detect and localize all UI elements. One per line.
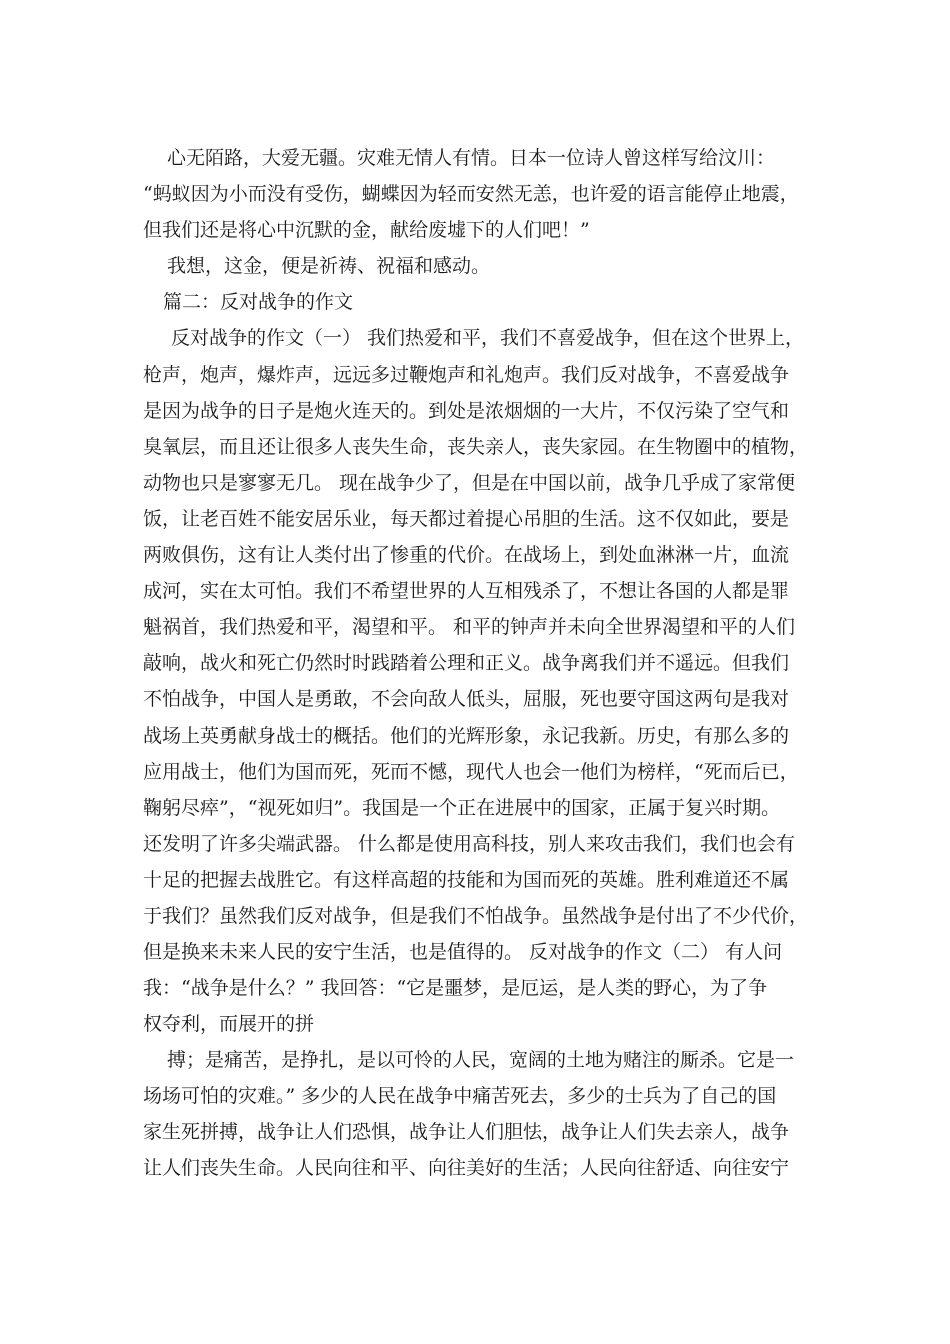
text-line: 我：“战争是什么？” 我回答：“它是噩梦，是厄运，是人类的野心，为了争 — [143, 977, 768, 1000]
text-block-bottom — [143, 1042, 805, 1186]
text-line: 是因为战争的日子是炮火连天的。到处是浓烟烟的一大片，不仅污染了空气和 — [143, 399, 790, 422]
text-line: 敲响，战火和死亡仍然时时践踏着公理和正义。战争离我们并不遥远。但我们 — [143, 652, 790, 675]
text-line: 权夺利，而展开的拼 — [143, 1013, 315, 1036]
text-line: 我想，这金，便是祈祷、祝福和感动。 — [167, 255, 491, 278]
text-line: 臭氧层，而且还让很多人丧失生命，丧失亲人，丧失家园。在生物圈中的植物， — [143, 435, 809, 458]
text-line: 战场上英勇献身战士的概括。他们的光辉形象，永记我新。历史，有那么多的 — [143, 724, 790, 747]
text-line: 家生死拼搏，战争让人们恐惧，战争让人们胆怯，战争让人们失去亲人，战争 — [143, 1121, 790, 1144]
text-line: 场场可怕的灾难。” 多少的人民在战争中痛苦死去，多少的士兵为了自己的国 — [143, 1085, 777, 1108]
text-line: 动物也只是寥寥无几。 现在战争少了，但是在中国以前，战争几乎成了家常便 — [143, 471, 796, 494]
text-line: 两败俱伤，这有让人类付出了惨重的代价。在战场上，到处血淋淋一片，血流 — [143, 544, 790, 567]
text-block-top — [143, 140, 809, 1042]
text-line: 搏；是痛苦，是挣扎，是以可怜的人民，宽阔的土地为赌注的厮杀。它是一 — [167, 1049, 795, 1071]
text-line: 不怕战争，中国人是勇敢，不会向敌人低头，屈服，死也要守国这两句是我对 — [143, 688, 790, 711]
text-line: 于我们？虽然我们反对战争，但是我们不怕战争。虽然战争是付出了不少代价， — [143, 904, 809, 927]
text-line: 魁祸首，我们热爱和平，渴望和平。 和平的钟声并未向全世界渴望和平的人们 — [143, 616, 796, 639]
text-line: 但是换来未来人民的安宁生活，也是值得的。 反对战争的作文（二） 有人问 — [143, 941, 783, 964]
text-line: 应用战士，他们为国而死，死而不憾，现代人也会一他们为榜样，“死而后已， — [143, 760, 799, 783]
text-line: 反对战争的作文（一） 我们热爱和平，我们不喜爱战争，但在这个世界上， — [171, 327, 805, 350]
text-line: 但我们还是将心中沉默的金，献给废墟下的人们吧！” — [143, 219, 590, 242]
text-line: 鞠躬尽瘁”，“视死如归”。我国是一个正在进展中的国家，正属于复兴时期。 — [143, 796, 781, 819]
text-line: 还发明了许多尖端武器。 什么都是使用高科技，别人来攻击我们，我们也会有 — [143, 832, 796, 855]
text-line: 成河，实在太可怕。我们不希望世界的人互相残杀了，不想让各国的人都是罪 — [143, 580, 790, 603]
text-line: 枪声，炮声，爆炸声，远远多过鞭炮声和礼炮声。我们反对战争，不喜爱战争 — [143, 363, 790, 386]
text-line: 心无陌路，大爱无疆。灾难无情人有情。日本一位诗人曾这样写给汶川： — [167, 147, 776, 169]
text-line: 十足的把握去战胜它。有这样高超的技能和为国而死的英雄。胜利难道还不属 — [143, 868, 790, 891]
text-line: 让人们丧失生命。人民向往和平、向往美好的生活；人民向往舒适、向往安宁 — [143, 1157, 790, 1180]
text-line: 饭，让老百姓不能安居乐业，每天都过着提心吊胆的生活。这不仅如此，要是 — [143, 507, 790, 530]
text-line: “蚂蚁因为小而没有受伤，蝴蝶因为轻而安然无恙，也许爱的语言能停止地震， — [143, 183, 799, 206]
section-heading: 篇二：反对战争的作文 — [163, 291, 354, 314]
